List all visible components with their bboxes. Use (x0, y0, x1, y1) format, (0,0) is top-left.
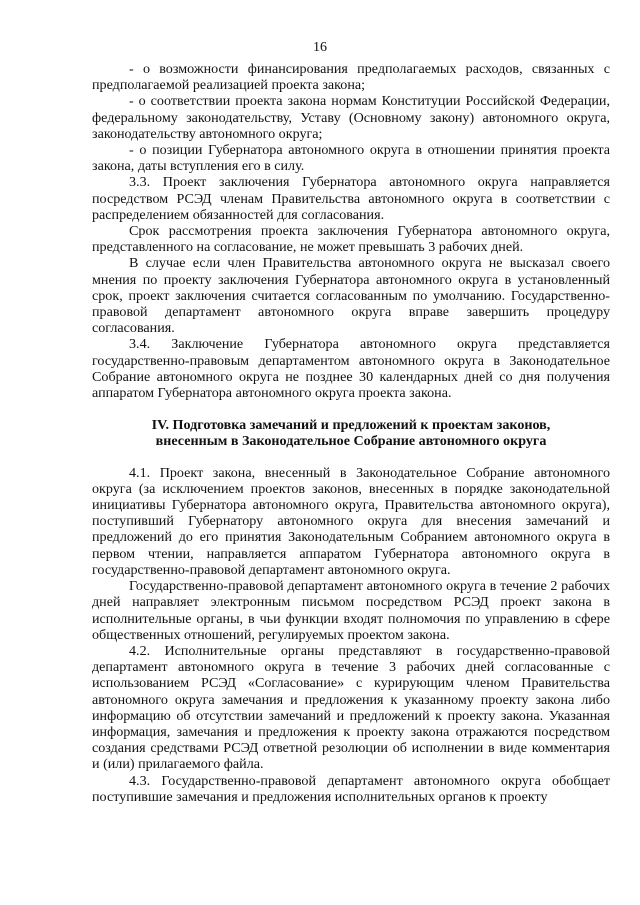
paragraph: 4.2. Исполнительные органы представляют в государственно-правовой департамент автономного округа в течение 3 рабочих дней согласованные с использованием РСЭД «Согласование» с курирующим членом Правительства автономного округа замечания и предложения к указанному проекту закона либо информацию об отсутствии замечаний и предложений к проекту закона. Указанная информация, замечания и предложения к проекту закона отражаются посредством создания средствами РСЭД ответной резолюции об исполнении в виде комментария и (или) прилагаемого файла. (92, 642, 610, 773)
section-heading-line2: внесенным в Законодательное Собрание автономного округа (155, 433, 547, 450)
paragraph: Срок рассмотрения проекта заключения Губернатора автономного округа, представленного на согласование, не может превышать 3 рабочих дней. (92, 223, 610, 256)
paragraph: - о возможности финансирования предполагаемых расходов, связанных с предполагаемой реализацией проекта закона; (92, 61, 610, 94)
paragraph: 3.4. Заключение Губернатора автономного округа представляется государственно-правовым департаментом автономного округа в Законодательное Собрание автономного округа не позднее 30 календарных дней со дня получения аппаратом Губернатора автономного округа проекта закона. (92, 336, 610, 402)
paragraph: 3.3. Проект заключения Губернатора автономного округа направляется посредством РСЭД членам Правительства автономного округа в соответствии с распределением обязанностей для согласования. (92, 174, 610, 223)
paragraph: - о соответствии проекта закона нормам Конституции Российской Федерации, федеральному законодательству, Уставу (Основному закону) автономного округа, законодательству автономного округа; (92, 93, 610, 142)
paragraph: Государственно-правовой департамент автономного округа в течение 2 рабочих дней направляет электронным письмом посредством РСЭД проект закона в исполнительные органы, в чьи функции входят полномочия по управлению в сфере общественных отношений, регулируемых проектом закона. (92, 578, 610, 643)
paragraph: - о позиции Губернатора автономного округа в отношении принятия проекта закона, даты вступления его в силу. (92, 142, 610, 175)
section-heading-line1: IV. Подготовка замечаний и предложений к проектам законов, (151, 417, 551, 434)
document-body (92, 61, 610, 805)
paragraph: В случае если член Правительства автономного округа не высказал своего мнения по проекту заключения Губернатора автономного округа в установленный срок, проект заключения считается согласованным по умолчанию. Государственно-правовой департамент автономного округа вправе завершить процедуру согласования. (92, 255, 610, 337)
paragraph: 4.1. Проект закона, внесенный в Законодательное Собрание автономного округа (за исключением проектов законов, внесенных в порядке законодательной инициативы Губернатора автономного округа, Правительства автономного округа), поступивший Губернатору автономного округа для внесения замечаний и предложений до его принятия Законодательным Собранием автономного округа в первом чтении, направляется аппаратом Губернатора автономного округа в государственно-правовой департамент автономного округа. (92, 464, 610, 578)
paragraph: 4.3. Государственно-правовой департамент автономного округа обобщает поступившие замечания и предложения исполнительных органов к проекту (92, 772, 610, 805)
page-number: 16 (313, 40, 327, 55)
section-heading (92, 417, 610, 449)
